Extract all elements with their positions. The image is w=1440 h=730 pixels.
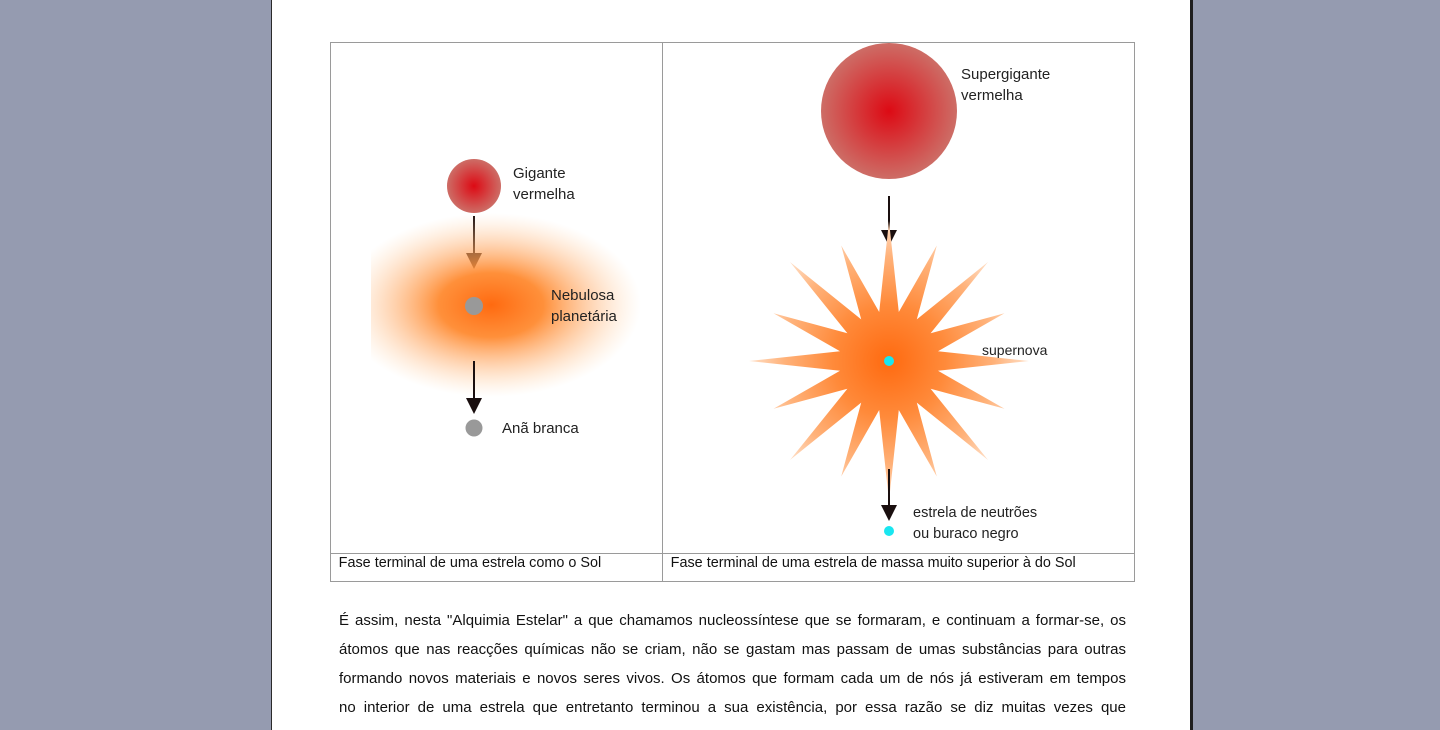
red-giant-label-line2: vermelha xyxy=(513,186,575,203)
paragraph-line: átomos que nas reacções químicas não se criam, não se gastam mas passam de umas substâncias para outras xyxy=(339,641,1126,658)
red-giant-label xyxy=(513,163,575,205)
paragraph-line: formando novos materiais e novos seres vivos. Os átomos que formam cada um de nós já estiveram em tempos xyxy=(339,670,1126,687)
document-page xyxy=(271,0,1193,730)
remnant-label-line1: estrela de neutrões xyxy=(913,505,1038,521)
white-dwarf-star xyxy=(466,420,483,437)
nebula-label xyxy=(551,285,617,327)
massive-star-evolution-svg xyxy=(663,43,1135,553)
body-paragraph xyxy=(339,606,1126,722)
white-dwarf-label: Anã branca xyxy=(502,420,579,437)
paragraph-line: É assim, nesta "Alquimia Estelar" a que chamamos nucleossíntese que se formaram, e continuam a formar-se, os xyxy=(339,612,1126,629)
remnant-label-line2: ou buraco negro xyxy=(913,526,1019,542)
sun-like-star-diagram xyxy=(331,43,662,553)
red-supergiant-label xyxy=(961,64,1050,106)
supernova-label: supernova xyxy=(982,342,1048,358)
nebula-label-line1: Nebulosa xyxy=(551,287,615,304)
massive-star-diagram xyxy=(663,43,1135,553)
red-supergiant-star xyxy=(821,43,957,179)
nebula-label-line2: planetária xyxy=(551,308,617,325)
remnant-label xyxy=(913,503,1037,545)
nebula-left-clip xyxy=(331,203,371,403)
figure-table xyxy=(330,42,1135,582)
neutron-star-or-black-hole xyxy=(884,526,894,536)
supernova-core-dot xyxy=(884,356,894,366)
paragraph-line: no interior de uma estrela que entretanto terminou a sua existência, por essa razão se diz muitas vezes que xyxy=(339,699,1126,716)
red-supergiant-label-line1: Supergigante xyxy=(961,66,1051,83)
red-supergiant-label-line2: vermelha xyxy=(961,87,1023,104)
left-caption: Fase terminal de uma estrela como o Sol xyxy=(338,554,602,571)
nebula-core-dot xyxy=(465,297,483,315)
right-caption: Fase terminal de uma estrela de massa muito superior à do Sol xyxy=(670,554,1076,571)
red-giant-label-line1: Gigante xyxy=(513,165,566,182)
red-giant-star xyxy=(447,159,501,213)
